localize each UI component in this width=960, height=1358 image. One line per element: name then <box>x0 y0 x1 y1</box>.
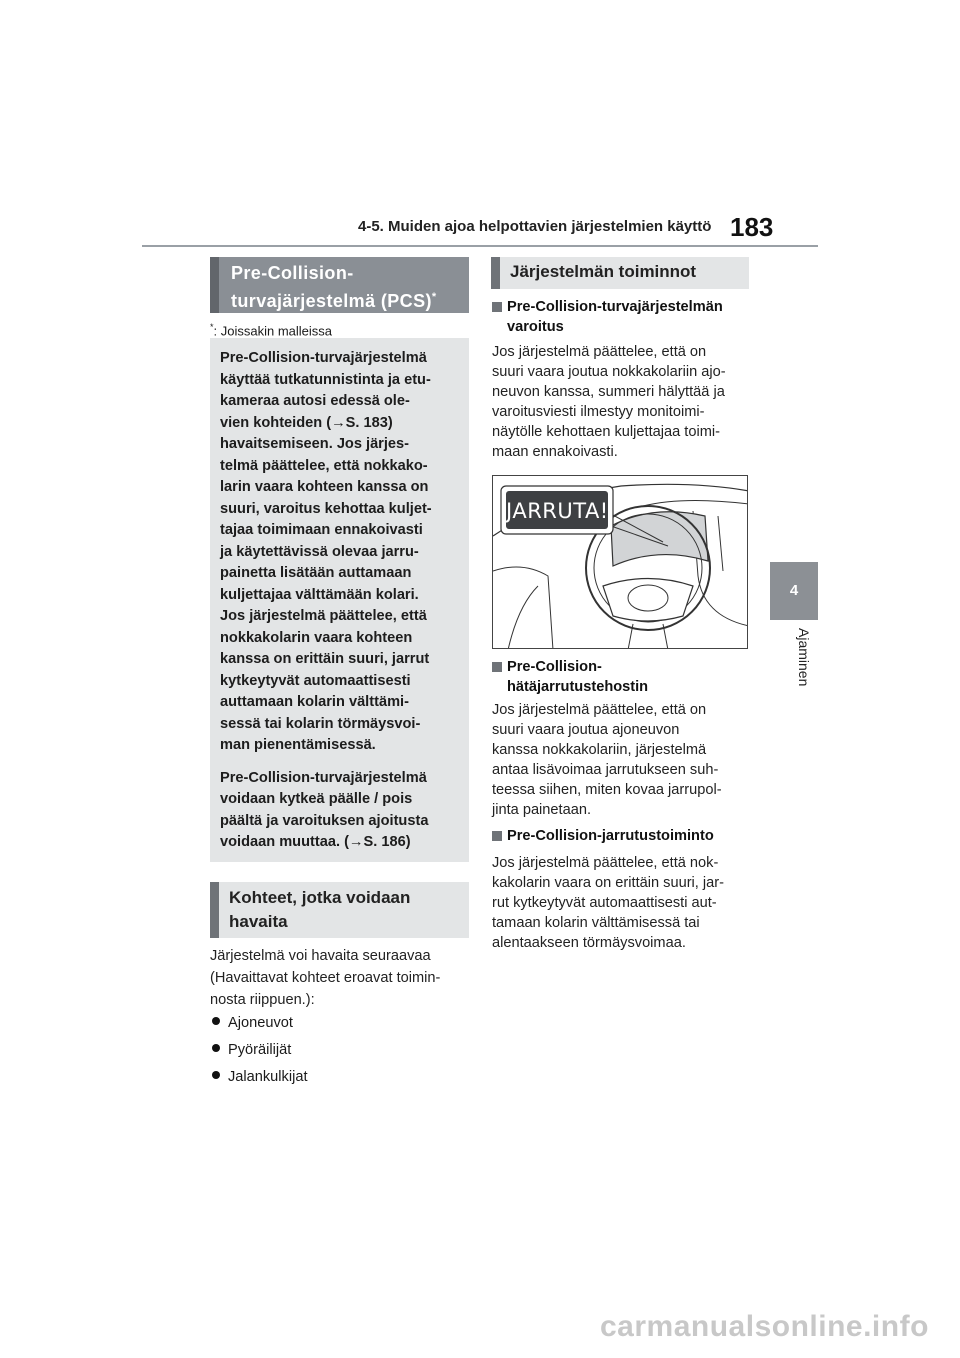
square-bullet-icon <box>492 831 502 841</box>
warning-message-badge: JARRUTA! <box>506 499 609 523</box>
subsection-warning-label: Pre-Collision-turvajärjestelmän varoitus <box>507 299 723 335</box>
subsection-brake-assist-title <box>492 657 762 697</box>
footnote-text: : Joissakin malleissa <box>213 323 333 339</box>
footnote <box>210 322 332 338</box>
intro-paragraph-1: Pre-Collision-turvajärjestelmä käyttää tutkatunnistinta ja etu- kameraa autosi edessä ole- vien kohteiden (→S. 183) havaitsemiseen. Jos järjes- telmä päättelee, että nokkako- larin vaara kohteen kanssa on suuri, varoitus kehottaa kuljet- tajaa toimimaan ennakoivasti ja käytettävissä olevaa jarru- painetta lisätään auttamaan kuljettajaa välttämään kolari. Jos järjestelmä päättelee, että nokkakolarin vaara kohteen kanssa on erittäin suuri, jarrut kytkeytyvät automaattisesti auttamaan kolarin välttämi- sessä tai kolarin törmäysvoi- man pienentämisessä. <box>220 350 432 753</box>
bullet-icon <box>212 1017 220 1025</box>
section-title: 4-5. Muiden ajoa helpottavien järjestelmien käyttö <box>358 218 712 235</box>
square-bullet-icon <box>492 662 502 672</box>
warning-illustration <box>492 475 748 649</box>
kohteet-heading <box>210 882 469 938</box>
chapter-number: 4 <box>789 582 799 599</box>
pcs-heading-sup: * <box>431 291 437 303</box>
footnote-mark: * <box>210 322 214 332</box>
watermark: carmanualsonline.info <box>600 1310 929 1343</box>
list-item <box>212 1069 308 1085</box>
list-item-label: Pyöräilijät <box>228 1042 292 1058</box>
intro-box <box>210 338 469 862</box>
pcs-heading <box>210 257 469 313</box>
bullet-icon <box>212 1044 220 1052</box>
functions-heading: Järjestelmän toiminnot <box>491 257 749 289</box>
bullet-icon <box>212 1071 220 1079</box>
intro-paragraph-2: Pre-Collision-turvajärjestelmä voidaan kytkeä päälle / pois päältä ja varoituksen ajoitusta voidaan muuttaa. (→S. 186) <box>220 769 429 850</box>
subsection-warning-text: Jos järjestelmä päättelee, että on suuri vaara joutua nokkakolariin ajo- neuvon kanssa, summeri hälyttää ja varoitusviesti ilmestyy monitoimi- näytölle kehottaen kuljettajaa toimi- maan ennakoivasti. <box>492 344 726 460</box>
square-bullet-icon <box>492 302 502 312</box>
chapter-label: Ajaminen <box>796 628 812 687</box>
subsection-brake-assist-label: Pre-Collision- hätäjarrutustehostin <box>507 659 649 695</box>
list-item-label: Ajoneuvot <box>228 1015 293 1031</box>
pcs-heading-line1: Pre-Collision- <box>231 263 354 283</box>
list-item-label: Jalankulkijat <box>228 1069 308 1085</box>
kohteet-heading-line2: havaita <box>229 912 288 931</box>
subsection-warning-title <box>492 297 762 337</box>
pcs-heading-line2: turvajärjestelmä (PCS) <box>231 291 432 311</box>
list-item <box>212 1042 291 1058</box>
list-item <box>212 1015 293 1031</box>
kohteet-heading-line1: Kohteet, jotka voidaan <box>229 888 411 907</box>
subsection-braking-text: Jos järjestelmä päättelee, että nok- kakolarin vaara on erittäin suuri, jar- rut kytkeytyvät automaattisesti aut- tamaan kolarin välttämisessä tai alentaakseen törmäysvoimaa. <box>492 855 724 951</box>
subsection-brake-assist-text: Jos järjestelmä päättelee, että on suuri vaara joutua ajoneuvon kanssa nokkakolariin, järjestelmä antaa lisävoimaa jarrutukseen suh- teessa siihen, miten kovaa jarrupol- jinta painetaan. <box>492 702 722 818</box>
header-divider <box>142 245 818 247</box>
page-number: 183 <box>730 212 774 242</box>
subsection-braking-title <box>492 826 762 846</box>
kohteet-text: Järjestelmä voi havaita seuraavaa (Havaittavat kohteet eroavat toimin- nosta riippuen.): <box>210 948 441 1008</box>
subsection-braking-label: Pre-Collision-jarrutustoiminto <box>507 828 714 844</box>
